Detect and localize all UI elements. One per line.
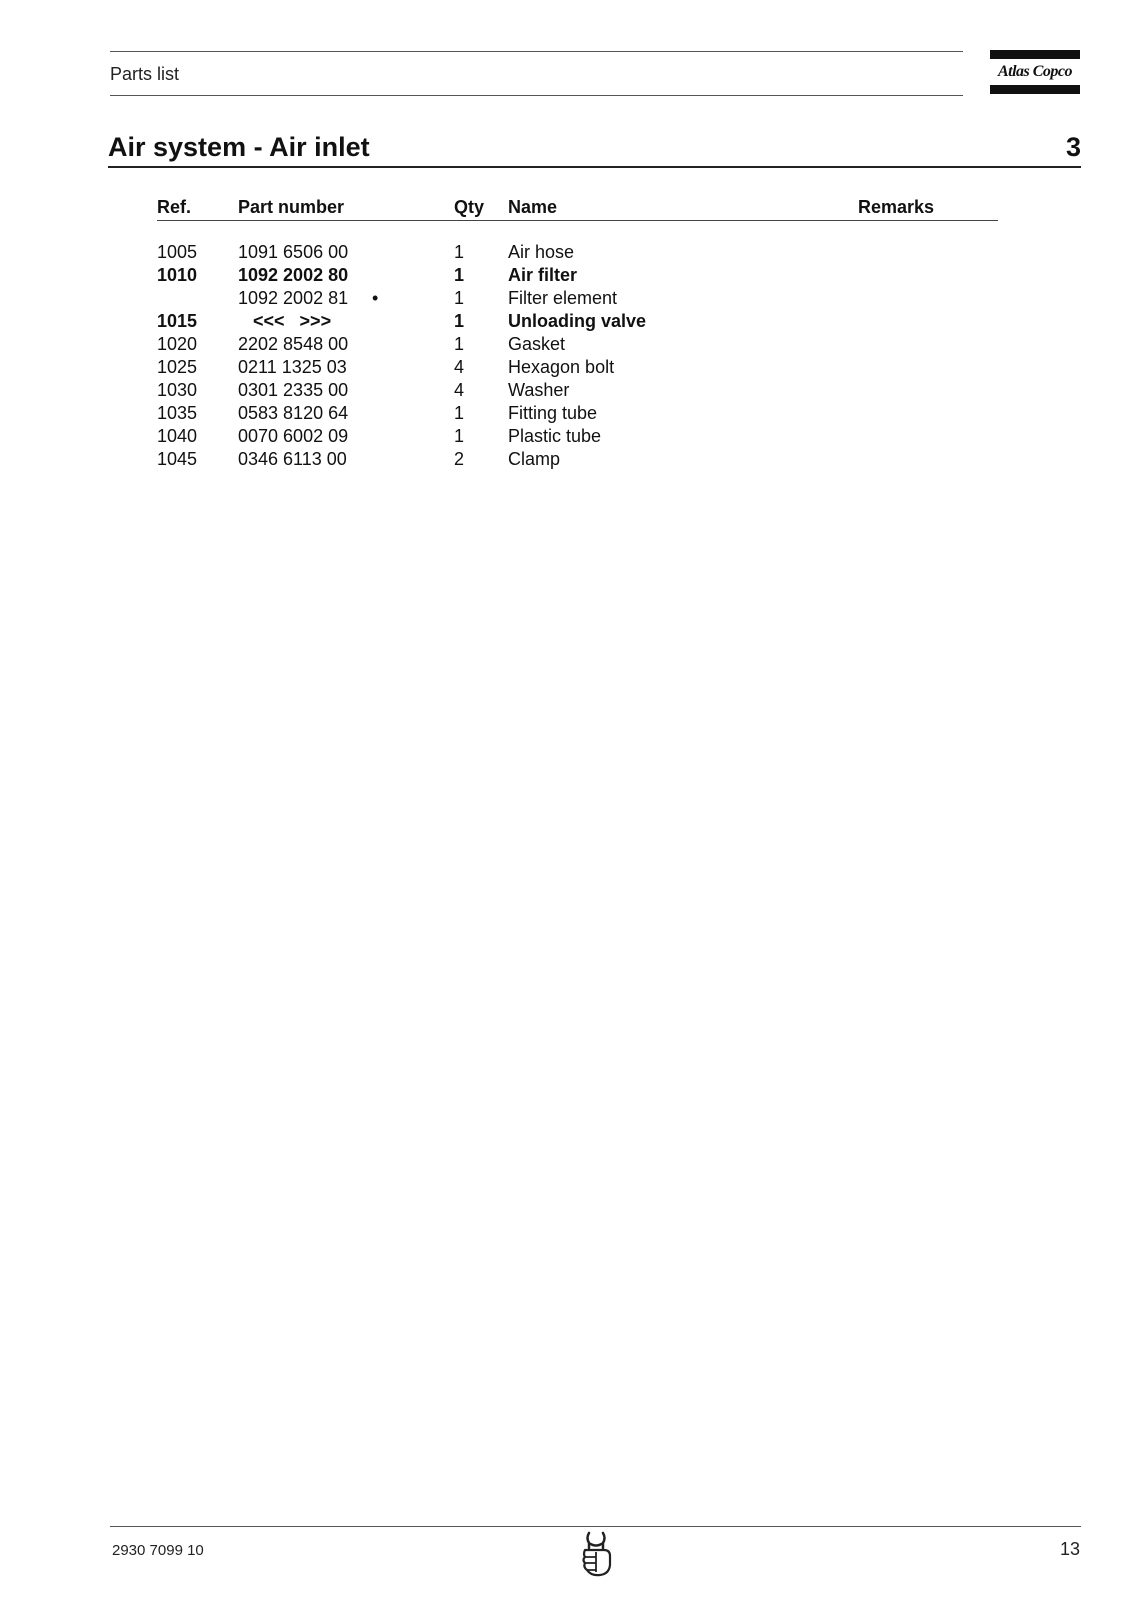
cell-ref: 1040 bbox=[157, 426, 198, 446]
cell-qty: 1 bbox=[454, 403, 465, 423]
header-name: Name bbox=[508, 197, 558, 217]
table-row bbox=[0, 334, 1131, 357]
cell-ref: 1035 bbox=[157, 403, 198, 423]
cell-part-number: 1091 6506 00 bbox=[238, 242, 349, 262]
logo-bottom-bar bbox=[990, 85, 1080, 94]
header-ref: Ref. bbox=[157, 197, 192, 217]
cell-qty: 4 bbox=[454, 380, 465, 400]
header-remarks: Remarks bbox=[858, 197, 935, 217]
section-rule bbox=[108, 166, 1081, 168]
cell-part-number: 0583 8120 64 bbox=[238, 403, 349, 423]
section-number: 3 bbox=[1065, 132, 1081, 162]
logo-top-bar bbox=[990, 50, 1080, 59]
table-row bbox=[0, 449, 1131, 472]
cell-ref: 1025 bbox=[157, 357, 198, 377]
cell-qty: 2 bbox=[454, 449, 465, 469]
cell-part-number: <<< >>> bbox=[238, 311, 332, 331]
atlas-copco-logo bbox=[990, 50, 1080, 94]
logo-wordmark: Atlas Copco bbox=[997, 63, 1073, 80]
table-row bbox=[0, 380, 1131, 403]
cell-qty: 1 bbox=[454, 311, 465, 331]
header-label: Parts list bbox=[110, 64, 180, 84]
cell-ref: 1015 bbox=[157, 311, 198, 331]
cell-qty: 1 bbox=[454, 288, 465, 308]
footer-page-number: 13 bbox=[1059, 1539, 1080, 1559]
cell-name: Air filter bbox=[508, 265, 578, 285]
footer-doc-number: 2930 7099 10 bbox=[112, 1542, 204, 1559]
table-row bbox=[0, 242, 1131, 265]
header-part-number: Part number bbox=[238, 197, 345, 217]
cell-part-number: 1092 2002 81 bbox=[238, 288, 349, 308]
cell-name: Clamp bbox=[508, 449, 561, 469]
table-row bbox=[0, 288, 1131, 311]
cell-name: Fitting tube bbox=[508, 403, 598, 423]
cell-name: Air hose bbox=[508, 242, 575, 262]
table-row bbox=[0, 403, 1131, 426]
header-top-rule bbox=[110, 51, 963, 52]
cell-name: Washer bbox=[508, 380, 570, 400]
cell-qty: 1 bbox=[454, 265, 465, 285]
cell-ref: 1045 bbox=[157, 449, 198, 469]
cell-part-number: 0346 6113 00 bbox=[238, 449, 347, 469]
table-row bbox=[0, 357, 1131, 380]
cell-part-number: 2202 8548 00 bbox=[238, 334, 349, 354]
cell-name: Filter element bbox=[508, 288, 618, 308]
table-row bbox=[0, 265, 1131, 288]
table-row bbox=[0, 311, 1131, 334]
table-header-rule bbox=[157, 220, 998, 221]
cell-qty: 1 bbox=[454, 334, 465, 354]
cell-part-number: 1092 2002 80 bbox=[238, 265, 349, 285]
cell-mark: • bbox=[372, 288, 379, 308]
cell-name: Gasket bbox=[508, 334, 566, 354]
cell-part-number: 0301 2335 00 bbox=[238, 380, 349, 400]
cell-name: Plastic tube bbox=[508, 426, 602, 446]
cell-qty: 1 bbox=[454, 242, 465, 262]
footer-rule bbox=[110, 1526, 1081, 1527]
section-title: Air system - Air inlet bbox=[108, 132, 370, 162]
table-row bbox=[0, 426, 1131, 449]
service-hand-icon bbox=[576, 1530, 616, 1578]
cell-ref: 1010 bbox=[157, 265, 198, 285]
cell-part-number: 0070 6002 09 bbox=[238, 426, 349, 446]
cell-name: Unloading valve bbox=[508, 311, 647, 331]
cell-ref: 1030 bbox=[157, 380, 198, 400]
cell-ref: 1020 bbox=[157, 334, 198, 354]
header-qty: Qty bbox=[454, 197, 485, 217]
header-bottom-rule bbox=[110, 95, 963, 96]
cell-qty: 4 bbox=[454, 357, 465, 377]
cell-name: Hexagon bolt bbox=[508, 357, 615, 377]
cell-part-number: 0211 1325 03 bbox=[238, 357, 347, 377]
cell-qty: 1 bbox=[454, 426, 465, 446]
cell-ref: 1005 bbox=[157, 242, 198, 262]
